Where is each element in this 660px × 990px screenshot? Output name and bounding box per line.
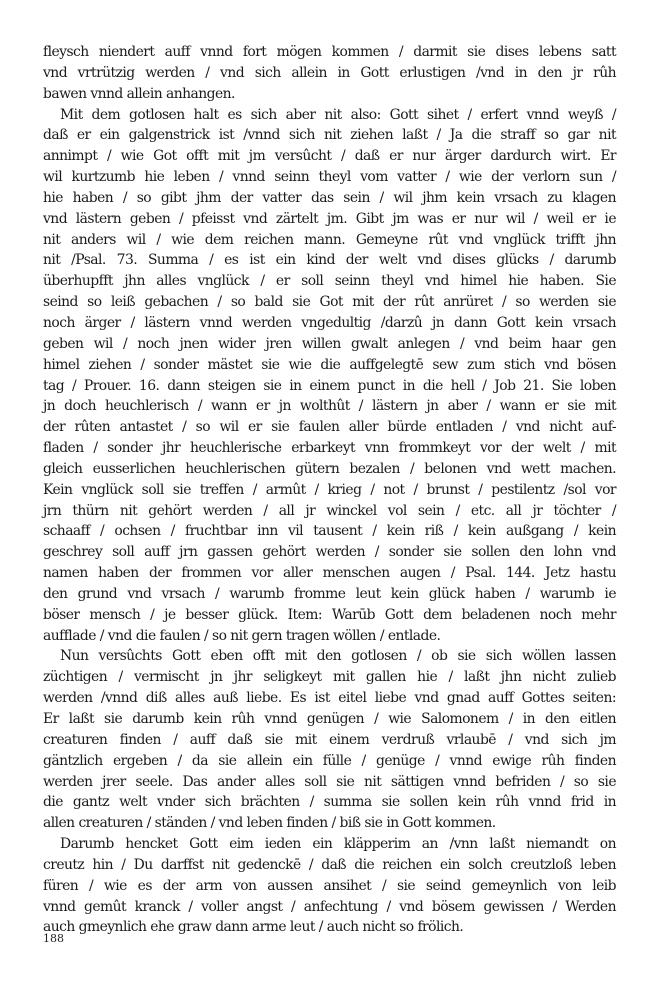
paragraph <box>43 42 616 105</box>
text-line: Kein vnglück soll sie treffen / armût / krieg / not / brunst / pestilentz /sol vor <box>43 481 616 498</box>
text-line: tag / Prouer. 16. dann steigen sie in einem punct in die hell / Job 21. Sie loben <box>43 377 616 394</box>
text-line: fladen / sonder jhr heuchlerische erbarkeyt vnn frommkeyt vor der welt / mit <box>43 440 616 457</box>
text-line: allen creaturen / ständen / vnd leben finden / biß sie in Gott kommen. <box>43 815 496 832</box>
text-line: aufflade / vnd die faulen / so nit gern tragen wöllen / entlade. <box>43 627 441 644</box>
text-line: noch ärger / lästern vnnd werden vngedultig /darzû jn dann Gott kein vrsach <box>43 314 616 331</box>
text-line: den grund vnd vrsach / warumb fromme leut kein glück haben / warumb ie <box>43 585 616 602</box>
text-line: namen haben der frommen vor aller menschen augen / Psal. 144. Jetz hastu <box>43 565 616 582</box>
text-line: Darumb hencket Gott eim ieden ein kläpperim an /vnn laßt niemandt on <box>60 836 616 853</box>
text-line: füren / wie es der arm von aussen ansihet / sie seind gemeynlich von leib <box>43 877 616 894</box>
text-line: Nun versûchts Gott eben offt mit den gotlosen / ob sie sich wöllen lassen <box>60 648 616 665</box>
text-line: annimpt / wie Got offt mit jm versûcht / daß er nur ärger dardurch wirt. Er <box>43 148 616 165</box>
text-line: die gantz welt vnder sich brächten / summa sie sollen kein rûh vnnd frid in <box>43 794 616 811</box>
text-line: der rûten antastet / so wil er sie faulen aller bürde entladen / vnd nicht auf- <box>43 419 616 436</box>
text-line: überhupfft jhn alles vnglück / er soll seinn theyl vnd himel hie haben. Sie <box>43 273 616 290</box>
text-line: creutz hin / Du darffst nit gedenckē / daß die reichen ein solch creutzloß leben <box>43 856 616 873</box>
text-line: nit anders wil / wie dem reichen mann. Gemeyne rût vnd vnglück trifft jhn <box>43 231 616 248</box>
text-line: creaturen finden / auff daß sie mit einem verdruß vrlaubē / vnd sich jm <box>43 731 616 748</box>
text-line: züchtigen / vermischt jn jhr seligkeyt mit gallen hie / laßt jhn nicht zulieb <box>43 669 616 686</box>
text-line: geben wil / noch jnen wider jren willen gwalt anlegen / vnd beim haar gen <box>43 335 616 352</box>
text-line: vnnd gemût kranck / voller angst / anfechtung / vnd bösem gewissen / Werden <box>43 898 616 915</box>
text-line: werden jrer seele. Das ander alles soll sie nit sättigen vnnd befriden / so sie <box>43 773 616 790</box>
text-line: nit /Psal. 73. Summa / es ist ein kind der welt vnd dises glücks / darumb <box>43 252 616 269</box>
text-line: himel ziehen / sonder mästet sie wie die auffgelegtē sew zum stich vnd bösen <box>43 356 616 373</box>
text-line: Mit dem gotlosen halt es sich aber nit also: Gott sihet / erfert vnnd weyß / <box>60 106 616 123</box>
text-line: fleysch niendert auff vnnd fort mögen kommen / darmit sie dises lebens satt <box>43 44 616 60</box>
text-line: werden /vnnd diß alles auß liebe. Es ist eitel liebe vnd gnad auff Gottes seiten: <box>43 690 616 707</box>
text-line: wil kurtzumb hie leben / vnnd seinn theyl vom vatter / wie der verlorn sun / <box>43 169 616 186</box>
text-line: jn doch heuchlerisch / wann er jn wolthût / lästern jn aber / wann er sie mit <box>43 398 616 415</box>
paragraph <box>43 105 616 647</box>
paragraph <box>43 646 616 834</box>
text-line: auch gmeynlich ehe graw dann arme leut / auch nicht so frölich. <box>43 919 464 936</box>
text-line: daß er ein galgenstrick ist /vnnd sich nit ziehen laßt / Ja die straff so gar nit <box>43 127 616 144</box>
paragraph <box>43 834 616 938</box>
text-line: böser mensch / je besser glück. Item: Warūb Gott dem beladenen noch mehr <box>43 606 616 623</box>
text-line: vnd vrtrützig werden / vnd sich allein in Gott erlustigen /vnd in den jr rûh <box>43 64 616 81</box>
text-line: seind so leiß gebachen / so bald sie Got mit der rût anrüret / so werden sie <box>43 294 616 311</box>
body-text <box>43 42 616 938</box>
text-line: hie haben / so gibt jhm der vatter das sein / wil jhm kein vrsach zu klagen <box>43 189 616 206</box>
text-line: gäntzlich ergeben / da sie allein ein fülle / genüge / vnnd ewige rûh finden <box>43 752 616 769</box>
text-line: vnd lästern geben / pfeisst vnd zärtelt jm. Gibt jm was er nur wil / weil er ie <box>43 210 616 227</box>
text-line: schaaff / ochsen / fruchtbar inn vil tausent / kein riß / kein außgang / kein <box>43 523 616 540</box>
text-line: Er laßt sie darumb kein rûh vnnd genügen / wie Salomonem / in den eitlen <box>43 711 616 727</box>
text-line: geschrey soll auff jrn gassen gehört werden / sonder sie sollen den lohn vnd <box>43 544 616 561</box>
text-line: bawen vnnd allein anhangen. <box>43 85 235 102</box>
text-line: jrn thürn nit gehört werden / all jr winckel vol sein / etc. all jr töchter / <box>43 502 616 519</box>
text-line: gleich eusserlichen heuchlerischen gütern bezalen / belonen vnd wett machen. <box>43 460 616 477</box>
page-number: 188 <box>43 932 64 945</box>
